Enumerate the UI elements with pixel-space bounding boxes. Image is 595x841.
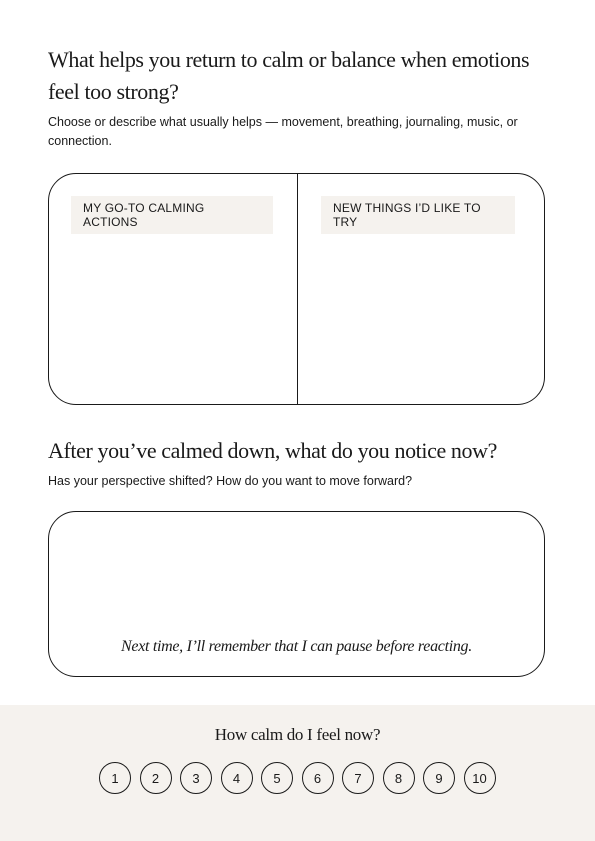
reflection-box[interactable] bbox=[48, 511, 545, 677]
rating-option-5[interactable]: 5 bbox=[261, 762, 293, 794]
new-things-label: NEW THINGS I’D LIKE TO TRY bbox=[321, 196, 515, 234]
rating-option-7[interactable]: 7 bbox=[342, 762, 374, 794]
calming-actions-panel bbox=[48, 173, 545, 405]
reflection-example-text: Next time, I’ll remember that I can pause before reacting. bbox=[121, 638, 472, 655]
rating-option-2[interactable]: 2 bbox=[140, 762, 172, 794]
rating-option-4[interactable]: 4 bbox=[221, 762, 253, 794]
rating-option-9[interactable]: 9 bbox=[423, 762, 455, 794]
rating-option-6[interactable]: 6 bbox=[302, 762, 334, 794]
go-to-actions-label: MY GO-TO CALMING ACTIONS bbox=[71, 196, 273, 234]
section1-subtext: Choose or describe what usually helps — movement, breathing, journaling, music, or connection. bbox=[48, 115, 518, 148]
section2-heading: After you’ve calmed down, what do you notice now? bbox=[48, 438, 497, 463]
section1-heading: What helps you return to calm or balance when emotions feel too strong? bbox=[48, 47, 530, 104]
new-things-writing-area[interactable] bbox=[307, 244, 535, 394]
rating-option-8[interactable]: 8 bbox=[383, 762, 415, 794]
rating-option-10[interactable]: 10 bbox=[464, 762, 496, 794]
calm-rating-title: How calm do I feel now? bbox=[214, 725, 381, 744]
section2-subtext: Has your perspective shifted? How do you want to move forward? bbox=[48, 474, 413, 488]
rating-option-1[interactable]: 1 bbox=[99, 762, 131, 794]
panel-divider bbox=[297, 174, 298, 404]
go-to-actions-writing-area[interactable] bbox=[59, 244, 287, 394]
calm-rating-footer bbox=[0, 705, 595, 841]
rating-option-3[interactable]: 3 bbox=[180, 762, 212, 794]
calm-rating-scale bbox=[99, 762, 496, 794]
